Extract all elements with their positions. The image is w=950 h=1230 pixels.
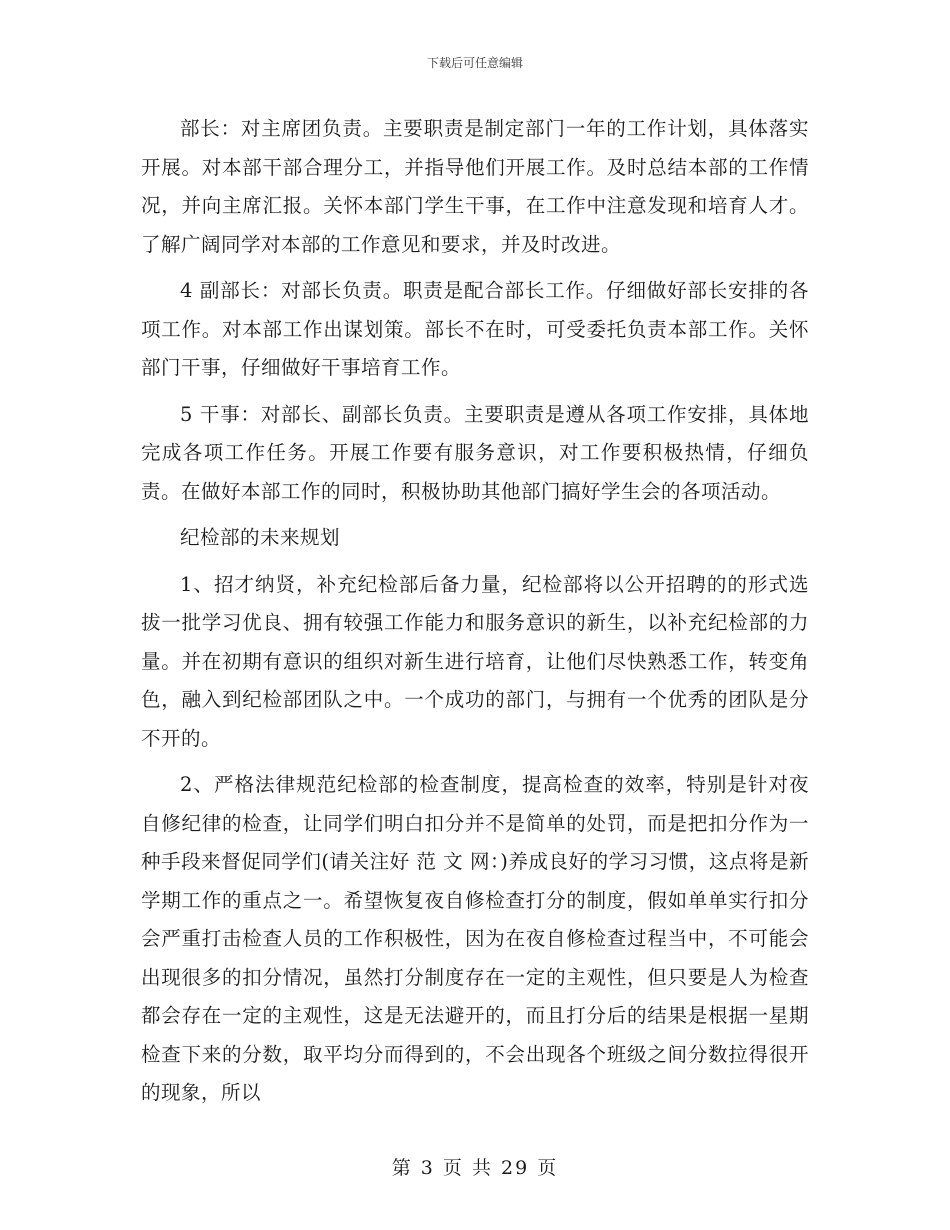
page-header: 下载后可任意编辑	[426, 56, 523, 70]
paragraph-minister-duties: 部长：对主席团负责。主要职责是制定部门一年的工作计划，具体落实开展。对本部干部合理分工，并指导他们开展工作。及时总结本部的工作情况，并向主席汇报。关怀本部门学生干事，在工作中注意发现和培育人才。了解广阔同学对本部的工作意见和要求，并及时改进。	[141, 117, 809, 256]
page-number: 第 3 页 共 29 页	[391, 1157, 559, 1179]
section-heading: 纪检部的未来规划	[180, 526, 341, 549]
paragraph-plan-2: 2、严格法律规范纪检部的检查制度，提高检查的效率，特别是针对夜自修纪律的检查，让同学们明白扣分并不是简单的处罚，而是把扣分作为一种手段来督促同学们(请关注好 范 文 网：)养成良好的学习习惯，这点将是新学期工作的重点之一。希望恢复夜自修检查打分的制度，假如单单实行扣分会严重打击检查人员的工作积极性，因为在夜自修检查过程当中，不可能会出现很多的扣分情况，虽然打分制度存在一定的主观性，但只要是人为检查都会存在一定的主观性，这是无法避开的，而且打分后的结果是根据一星期检查下来的分数，取平均分而得到的，不会出现各个班级之间分数拉得很开的现象，所以	[141, 773, 809, 1104]
paragraph-officer-duties: 5 干事：对部长、副部长负责。主要职责是遵从各项工作安排，具体地完成各项工作任务。开展工作要有服务意识，对工作要积极热情，仔细负责。在做好本部工作的同时，积极协助其他部门搞好学生会的各项活动。	[141, 402, 809, 503]
paragraph-plan-1: 1、招才纳贤，补充纪检部后备力量，纪检部将以公开招聘的的形式选拔一批学习优良、拥有较强工作能力和服务意识的新生，以补充纪检部的力量。并在初期有意识的组织对新生进行培育，让他们尽快熟悉工作，转变角色，融入到纪检部团队之中。一个成功的部门，与拥有一个优秀的团队是分不开的。	[141, 572, 809, 750]
paragraph-vice-minister-duties: 4 副部长：对部长负责。职责是配合部长工作。仔细做好部长安排的各项工作。对本部工作出谋划策。部长不在时，可受委托负责本部工作。关怀部门干事，仔细做好干事培育工作。	[141, 279, 809, 379]
document-body	[141, 110, 809, 1121]
